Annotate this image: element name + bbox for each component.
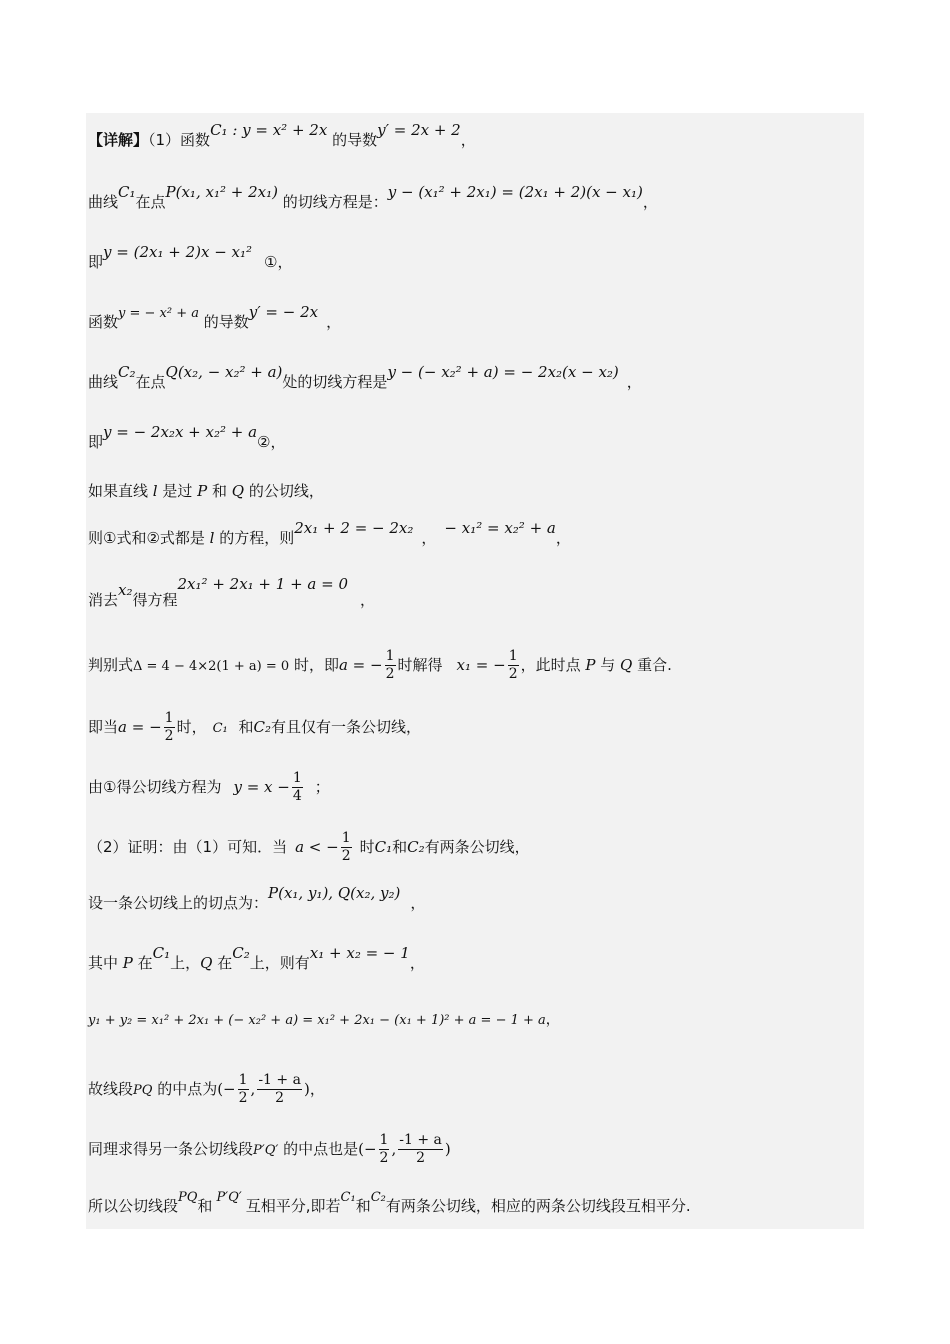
- solution-line-5: 曲线C₂在点Q(x₂, − x₂² + a)处的切线方程是y − (− x₂² + a) = − 2x₂(x − x₂)，: [88, 363, 642, 391]
- solution-line-1: 【详解】（1）函数C₁ : y = x² + 2x 的导数y′ = 2x + 2，: [88, 121, 476, 149]
- solution-line-11: 即当a = − $\frac{1}{2}$ 时， C₁ 和C₂有且仅有一条公切线，: [88, 710, 422, 744]
- fraction-midpoint-y: $\frac{-1 + a}{2}$: [258, 1072, 301, 1106]
- solution-line-18: 同理求得另一条公切线段P′Q′ 的中点也是(− $\frac{1}{2}$ , $\frac{-1 + a}{2}$ ): [88, 1132, 451, 1166]
- solution-line-2: 曲线C₁在点P(x₁, x₁² + 2x₁) 的切线方程是：y − (x₁² + 2x₁) = (2x₁ + 2)(x − x₁)，: [88, 183, 658, 211]
- solution-line-6: 即y = − 2x₂x + x₂² + a②，: [88, 423, 286, 451]
- solution-line-10: 判别式Δ = 4 − 4×2(1 + a) = 0 时，即a = − $\frac{1}{2}$ 时解得 x₁ = − $\frac{1}{2}$ ，此时点 P 与 Q 重合.: [88, 648, 672, 682]
- fraction-midpoint-y: $\frac{-1 + a}{2}$: [399, 1132, 442, 1166]
- detail-label: 【详解】: [88, 131, 149, 149]
- solution-line-15: 其中 P 在C₁上，Q 在C₂上，则有x₁ + x₂ = − 1，: [88, 944, 425, 972]
- solution-line-17: 故线段PQ 的中点为(− $\frac{1}{2}$ , $\frac{-1 + a}{2}$ )，: [88, 1072, 325, 1106]
- solution-line-8: 则①式和②式都是 l 的方程，则2x₁ + 2 = − 2x₂，− x₁² = x₂² + a，: [88, 519, 571, 547]
- solution-line-14: 设一条公切线上的切点为：P(x₁, y₁), Q(x₂, y₂)，: [88, 884, 426, 912]
- solution-line-9: 消去x₂得方程2x₁² + 2x₁ + 1 + a = 0，: [88, 575, 376, 609]
- fraction-half: $\frac{1}{2}$: [341, 830, 351, 864]
- fraction-half: $\frac{1}{2}$: [164, 710, 174, 744]
- solution-line-3: 即y = (2x₁ + 2)x − x₁²①，: [88, 243, 293, 271]
- solution-line-4: 函数y = − x² + a 的导数y′ = − 2x，: [88, 303, 342, 331]
- solution-line-13: （2）证明：由（1）可知．当 a < − $\frac{1}{2}$ 时C₁和C₂有两条公切线，: [88, 830, 530, 864]
- solution-line-19: 所以公切线段PQ和 P′Q′ 互相平分,即若C₁和C₂有两条公切线，相应的两条公切线段互相平分.: [88, 1190, 691, 1215]
- fraction-quarter: $\frac{1}{4}$: [292, 770, 302, 804]
- solution-line-16: y₁ + y₂ = x₁² + 2x₁ + (− x₂² + a) = x₁² + 2x₁ − (x₁ + 1)² + a = − 1 + a，: [88, 1012, 560, 1028]
- fraction-half: $\frac{1}{2}$: [508, 648, 518, 682]
- solution-line-7: 如果直线 l 是过 P 和 Q 的公切线，: [88, 482, 324, 500]
- fraction-half: $\frac{1}{2}$: [379, 1132, 389, 1166]
- fraction-half: $\frac{1}{2}$: [238, 1072, 248, 1106]
- fraction-half: $\frac{1}{2}$: [385, 648, 395, 682]
- solution-line-12: 由①得公切线方程为 y = x − $\frac{1}{4}$ ；: [88, 770, 330, 804]
